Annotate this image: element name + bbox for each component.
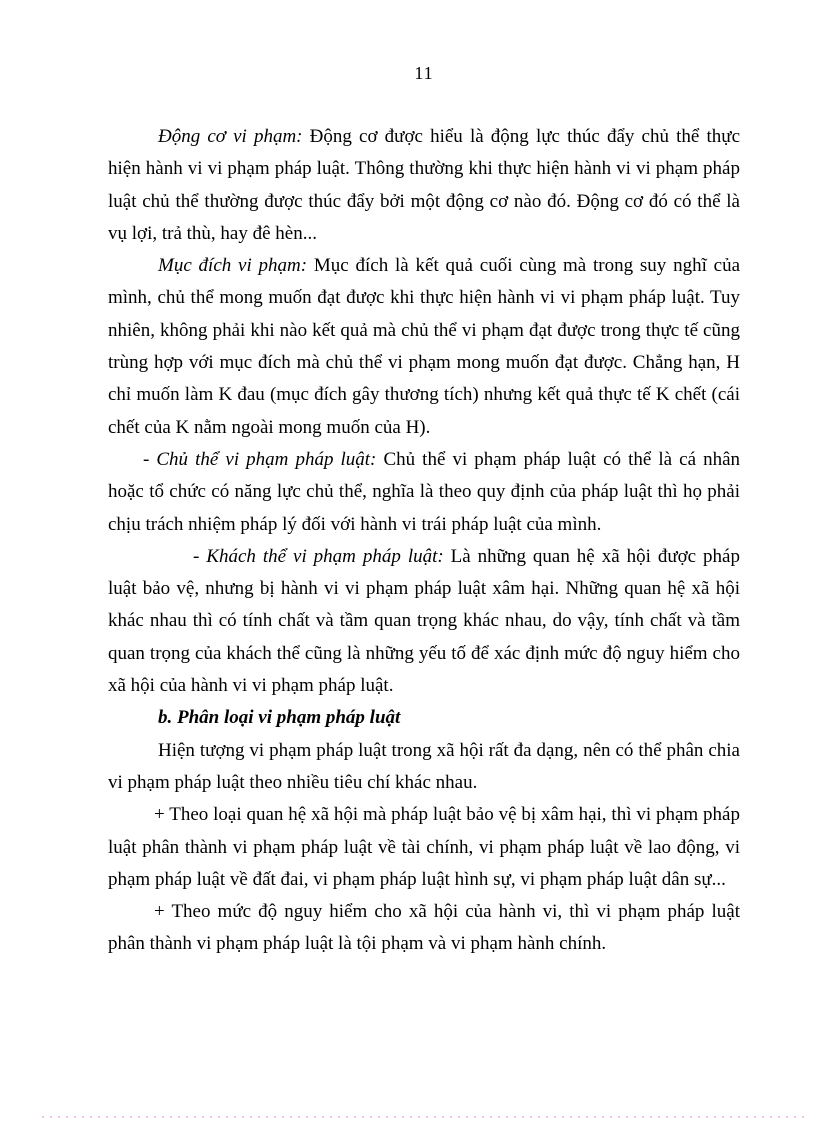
paragraph-text: Hiện tượng vi phạm pháp luật trong xã hội rất đa dạng, nên có thể phân chia vi phạm pháp luật theo nhiều tiêu chí khác nhau.	[108, 739, 740, 793]
paragraph-text: Chủ thể vi phạm pháp luật có thể là cá nhân hoặc tổ chức có năng lực chủ thể, nghĩa là theo quy định của pháp luật thì họ phải chịu trách nhiệm pháp lý đối với hành vi trái pháp luật của mình.	[108, 448, 740, 535]
paragraph-theo-muc-do-nguy-hiem	[108, 896, 740, 961]
document-body	[108, 121, 740, 961]
paragraph-dong-co-vi-pham	[108, 121, 740, 250]
paragraph-chu-the-vi-pham	[108, 444, 740, 541]
section-heading-phan-loai: b. Phân loại vi phạm pháp luật	[158, 707, 401, 729]
paragraph-lead-italic: Động cơ vi phạm:	[158, 126, 303, 147]
paragraph-muc-dich-vi-pham	[108, 250, 740, 444]
paragraph-text: Là những quan hệ xã hội được pháp luật bảo vệ, nhưng bị hành vi vi phạm pháp luật xâm hại. Những quan hệ xã hội khác nhau thì có tính chất và tầm quan trọng khác nhau, do vậy, tính chất và tầm quan trọng của khách thể cũng là những yếu tố để xác định mức độ nguy hiểm cho xã hội của hành vi vi phạm pháp luật.	[108, 545, 740, 697]
paragraph-text: + Theo loại quan hệ xã hội mà pháp luật bảo vệ bị xâm hại, thì vi phạm pháp luật phân thành vi phạm pháp luật về tài chính, vi phạm pháp luật về lao động, vi phạm pháp luật về đất đai, vi phạm pháp luật hình sự, vi phạm pháp luật dân sự...	[108, 804, 740, 890]
page-boundary-dotted-line	[42, 1116, 808, 1118]
paragraph-text: Mục đích là kết quả cuối cùng mà trong suy nghĩ của mình, chủ thể mong muốn đạt được khi thực hiện hành vi vi phạm pháp luật. Tuy nhiên, không phải khi nào kết quả mà chủ thể vi phạm đạt được trong thực tế cũng trùng hợp với mục đích mà chủ thể vi phạm mong muốn đạt được. Chẳng hạn, H chỉ muốn làm K đau (mục đích gây thương tích) nhưng kết quả thực tế K chết (cái chết của K nằm ngoài mong muốn của H).	[108, 255, 741, 438]
paragraph-hien-tuong	[108, 735, 740, 800]
page-number: 11	[414, 63, 434, 83]
paragraph-lead-italic: - Chủ thể vi phạm pháp luật:	[143, 448, 377, 470]
paragraph-text: + Theo mức độ nguy hiểm cho xã hội của hành vi, thì vi phạm pháp luật phân thành vi phạm pháp luật là tội phạm và vi phạm hành chính.	[108, 901, 740, 955]
paragraph-lead-italic: - Khách thể vi phạm pháp luật:	[193, 545, 444, 567]
paragraph-theo-loai-quan-he	[108, 799, 740, 896]
paragraph-text: Động cơ được hiểu là động lực thúc đẩy chủ thể thực hiện hành vi vi phạm pháp luật. Thông thường khi thực hiện hành vi vi phạm pháp luật chủ thể thường được thúc đẩy bởi một động cơ nào đó. Động cơ đó có thể là vụ lợi, trả thù, hay đê hèn...	[108, 126, 740, 244]
paragraph-lead-italic: Mục đích vi phạm:	[158, 255, 308, 277]
paragraph-khach-the-vi-pham	[108, 541, 740, 702]
